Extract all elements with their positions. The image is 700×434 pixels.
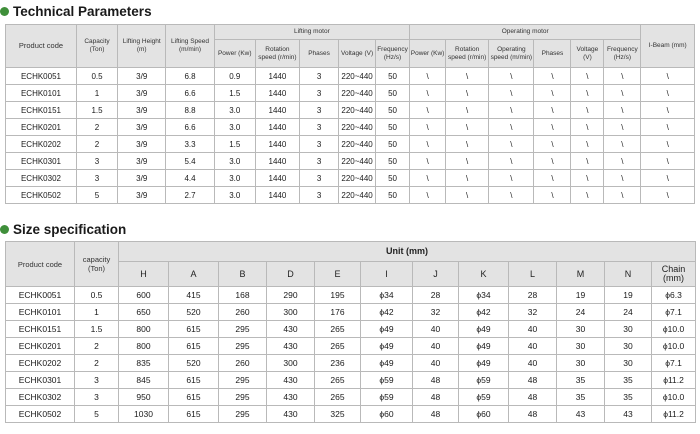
table-cell: 3.0 [214, 153, 255, 170]
table-cell: ϕ6.3 [652, 287, 696, 304]
size-header-capacity: capacity (Ton) [75, 242, 119, 287]
table-cell: 430 [267, 406, 315, 423]
table-cell: 3/9 [118, 153, 166, 170]
table-cell: \ [534, 102, 571, 119]
table-cell: 3.0 [214, 187, 255, 204]
product-code-cell: ECHK0051 [6, 68, 77, 85]
table-cell: 220~440 [339, 136, 376, 153]
table-cell: 1440 [255, 102, 299, 119]
table-row [6, 389, 696, 406]
table-row [6, 355, 696, 372]
table-row [6, 406, 696, 423]
table-cell: 236 [315, 355, 361, 372]
header-op-voltage: Voltage (V) [571, 40, 604, 68]
size-header-l: L [509, 262, 557, 287]
table-cell: \ [489, 170, 534, 187]
table-row [6, 304, 696, 321]
table-cell: 30 [605, 338, 652, 355]
table-cell: \ [571, 85, 604, 102]
table-cell: ϕ49 [459, 338, 509, 355]
table-cell: \ [446, 170, 489, 187]
table-cell: 50 [376, 85, 410, 102]
table-cell: 430 [267, 389, 315, 406]
header-lifting-speed: Lifting Speed (m/min) [166, 25, 214, 68]
table-cell: 800 [119, 321, 169, 338]
table-cell: 520 [169, 355, 219, 372]
product-code-cell: ECHK0202 [6, 136, 77, 153]
technical-parameters-table [5, 24, 695, 204]
table-cell: \ [641, 153, 695, 170]
header-op-frequency: Frequency (Hz/s) [604, 40, 641, 68]
technical-table-body [6, 68, 695, 204]
table-cell: \ [571, 187, 604, 204]
table-cell: 220~440 [339, 187, 376, 204]
size-specification-table [5, 241, 696, 423]
table-cell: 4.4 [166, 170, 214, 187]
table-cell: 3/9 [118, 170, 166, 187]
table-cell: ϕ49 [361, 321, 413, 338]
table-cell: 3.0 [214, 170, 255, 187]
table-cell: ϕ49 [459, 321, 509, 338]
table-cell: \ [604, 85, 641, 102]
table-cell: 40 [509, 321, 557, 338]
table-cell: 48 [413, 372, 459, 389]
table-cell: \ [410, 187, 446, 204]
table-cell: ϕ11.2 [652, 406, 696, 423]
table-row [6, 119, 695, 136]
table-cell: \ [446, 153, 489, 170]
table-cell: 28 [413, 287, 459, 304]
table-cell: 615 [169, 389, 219, 406]
table-cell: 845 [119, 372, 169, 389]
table-cell: 30 [605, 321, 652, 338]
table-cell: ϕ60 [361, 406, 413, 423]
size-header-m: M [557, 262, 605, 287]
table-cell: 3 [300, 85, 339, 102]
table-cell: 48 [509, 389, 557, 406]
table-row [6, 287, 696, 304]
table-cell: 3 [76, 153, 117, 170]
table-cell: 3 [300, 170, 339, 187]
table-cell: 265 [315, 321, 361, 338]
table-cell: 32 [413, 304, 459, 321]
table-cell: 1440 [255, 170, 299, 187]
table-cell: 415 [169, 287, 219, 304]
table-cell: 265 [315, 372, 361, 389]
table-cell: ϕ42 [459, 304, 509, 321]
table-cell: \ [641, 136, 695, 153]
table-cell: \ [641, 170, 695, 187]
header-frequency: Frequency (Hz/s) [376, 40, 410, 68]
header-group-operating-motor: Operating motor [410, 25, 641, 40]
size-header-h: H [119, 262, 169, 287]
table-cell: \ [446, 136, 489, 153]
table-cell: 1 [76, 85, 117, 102]
table-cell: 260 [219, 304, 267, 321]
table-cell: 3 [300, 68, 339, 85]
table-cell: 30 [557, 321, 605, 338]
product-code-cell: ECHK0302 [6, 389, 75, 406]
table-cell: ϕ11.2 [652, 372, 696, 389]
product-code-cell: ECHK0101 [6, 304, 75, 321]
table-cell: 28 [509, 287, 557, 304]
table-cell: 19 [605, 287, 652, 304]
product-code-cell: ECHK0202 [6, 355, 75, 372]
technical-parameters-title: Technical Parameters [13, 3, 152, 19]
table-cell: 176 [315, 304, 361, 321]
product-code-cell: ECHK0151 [6, 102, 77, 119]
product-code-cell: ECHK0302 [6, 170, 77, 187]
header-group-lifting-motor: Lifting motor [214, 25, 409, 40]
table-cell: ϕ59 [459, 389, 509, 406]
table-cell: \ [489, 153, 534, 170]
table-cell: \ [489, 85, 534, 102]
table-cell: 1440 [255, 68, 299, 85]
table-cell: 0.5 [76, 68, 117, 85]
table-cell: \ [641, 119, 695, 136]
table-cell: 220~440 [339, 153, 376, 170]
table-cell: 5.4 [166, 153, 214, 170]
table-cell: 6.6 [166, 119, 214, 136]
table-cell: 19 [557, 287, 605, 304]
table-cell: 1.5 [76, 102, 117, 119]
table-cell: 3.3 [166, 136, 214, 153]
size-header-n: N [605, 262, 652, 287]
table-cell: \ [410, 119, 446, 136]
table-cell: ϕ34 [361, 287, 413, 304]
size-header-j: J [413, 262, 459, 287]
table-cell: 220~440 [339, 119, 376, 136]
table-cell: 3/9 [118, 68, 166, 85]
table-cell: 265 [315, 389, 361, 406]
table-cell: \ [534, 85, 571, 102]
table-cell: 3 [300, 187, 339, 204]
product-code-cell: ECHK0301 [6, 372, 75, 389]
table-cell: ϕ10.0 [652, 321, 696, 338]
size-header-b: B [219, 262, 267, 287]
table-cell: 3 [300, 102, 339, 119]
table-cell: \ [571, 102, 604, 119]
table-cell: \ [534, 153, 571, 170]
table-cell: 650 [119, 304, 169, 321]
table-cell: 43 [557, 406, 605, 423]
table-cell: 2 [75, 355, 119, 372]
table-cell: 30 [557, 355, 605, 372]
table-cell: 50 [376, 68, 410, 85]
table-cell: 35 [557, 389, 605, 406]
table-cell: 2 [76, 119, 117, 136]
size-header-a: A [169, 262, 219, 287]
table-cell: 3 [300, 136, 339, 153]
table-row [6, 136, 695, 153]
table-cell: 615 [169, 321, 219, 338]
table-cell: \ [571, 136, 604, 153]
table-cell: ϕ7.1 [652, 355, 696, 372]
table-cell: 325 [315, 406, 361, 423]
table-cell: 40 [509, 355, 557, 372]
table-cell: 5 [76, 187, 117, 204]
table-cell: 3 [76, 170, 117, 187]
table-cell: ϕ49 [361, 338, 413, 355]
table-cell: 195 [315, 287, 361, 304]
table-cell: \ [489, 187, 534, 204]
table-cell: 2 [76, 136, 117, 153]
table-cell: ϕ34 [459, 287, 509, 304]
table-cell: \ [446, 187, 489, 204]
table-cell: \ [410, 136, 446, 153]
table-cell: 300 [267, 304, 315, 321]
table-cell: \ [641, 85, 695, 102]
table-cell: 6.8 [166, 68, 214, 85]
size-specification-heading [0, 219, 126, 239]
table-cell: 50 [376, 170, 410, 187]
table-cell: 2 [75, 338, 119, 355]
table-cell: 30 [605, 355, 652, 372]
size-header-i: I [361, 262, 413, 287]
table-cell: 35 [557, 372, 605, 389]
table-cell: \ [410, 85, 446, 102]
table-cell: \ [489, 102, 534, 119]
table-cell: 430 [267, 372, 315, 389]
table-cell: 30 [557, 338, 605, 355]
table-cell: \ [446, 85, 489, 102]
table-cell: ϕ42 [361, 304, 413, 321]
table-row [6, 153, 695, 170]
table-cell: 615 [169, 406, 219, 423]
table-cell: \ [534, 68, 571, 85]
table-cell: ϕ49 [459, 355, 509, 372]
product-code-cell: ECHK0201 [6, 338, 75, 355]
table-cell: 220~440 [339, 102, 376, 119]
header-capacity: Capacity (Ton) [76, 25, 117, 68]
product-code-cell: ECHK0151 [6, 321, 75, 338]
table-cell: 290 [267, 287, 315, 304]
table-cell: 3/9 [118, 102, 166, 119]
table-cell: 2.7 [166, 187, 214, 204]
table-cell: 50 [376, 187, 410, 204]
table-cell: ϕ10.0 [652, 338, 696, 355]
table-cell: \ [446, 102, 489, 119]
product-code-cell: ECHK0101 [6, 85, 77, 102]
size-header-d: D [267, 262, 315, 287]
product-code-cell: ECHK0502 [6, 187, 77, 204]
table-cell: 48 [413, 406, 459, 423]
technical-parameters-heading [0, 1, 152, 21]
product-code-cell: ECHK0051 [6, 287, 75, 304]
table-cell: \ [604, 119, 641, 136]
table-cell: 835 [119, 355, 169, 372]
table-cell: 3.0 [214, 102, 255, 119]
table-cell: \ [489, 68, 534, 85]
bullet-dot-icon [0, 7, 9, 16]
table-row [6, 338, 696, 355]
table-cell: ϕ59 [361, 389, 413, 406]
table-cell: 3 [300, 119, 339, 136]
table-cell: 265 [315, 338, 361, 355]
table-cell: \ [641, 102, 695, 119]
table-cell: 1 [75, 304, 119, 321]
table-cell: ϕ59 [459, 372, 509, 389]
header-phases: Phases [300, 40, 339, 68]
size-specification-title: Size specification [13, 221, 127, 237]
table-cell: \ [571, 153, 604, 170]
size-header-unit: Unit (mm) [119, 242, 696, 262]
table-cell: 168 [219, 287, 267, 304]
table-row [6, 170, 695, 187]
table-cell: 295 [219, 321, 267, 338]
table-cell: 5 [75, 406, 119, 423]
header-product-code: Product code [6, 25, 77, 68]
table-cell: ϕ49 [361, 355, 413, 372]
product-code-cell: ECHK0301 [6, 153, 77, 170]
table-cell: 3/9 [118, 85, 166, 102]
table-cell: 0.9 [214, 68, 255, 85]
table-cell: \ [604, 187, 641, 204]
table-cell: \ [410, 68, 446, 85]
table-cell: \ [604, 68, 641, 85]
size-header-product-code: Product code [6, 242, 75, 287]
table-cell: 1440 [255, 153, 299, 170]
bullet-dot-icon [0, 225, 9, 234]
table-cell: 295 [219, 338, 267, 355]
table-row [6, 321, 696, 338]
table-cell: 295 [219, 389, 267, 406]
table-cell: 615 [169, 372, 219, 389]
header-ibeam: I-Beam (mm) [641, 25, 695, 68]
header-power: Power (Kw) [214, 40, 255, 68]
table-cell: 50 [376, 136, 410, 153]
table-cell: ϕ59 [361, 372, 413, 389]
table-row [6, 187, 695, 204]
table-cell: \ [410, 102, 446, 119]
table-cell: 3 [75, 389, 119, 406]
header-voltage: Voltage (V) [339, 40, 376, 68]
table-cell: \ [410, 170, 446, 187]
table-cell: 1440 [255, 119, 299, 136]
product-code-cell: ECHK0201 [6, 119, 77, 136]
table-cell: 40 [413, 321, 459, 338]
table-cell: 40 [413, 338, 459, 355]
table-cell: 48 [509, 406, 557, 423]
table-cell: 24 [557, 304, 605, 321]
table-cell: 295 [219, 372, 267, 389]
table-cell: 600 [119, 287, 169, 304]
table-cell: 520 [169, 304, 219, 321]
table-cell: 1440 [255, 136, 299, 153]
table-cell: 260 [219, 355, 267, 372]
size-table-body [6, 287, 696, 423]
table-cell: 0.5 [75, 287, 119, 304]
table-cell: 48 [413, 389, 459, 406]
table-cell: 3/9 [118, 187, 166, 204]
size-header-e: E [315, 262, 361, 287]
table-cell: \ [571, 68, 604, 85]
table-cell: 40 [509, 338, 557, 355]
table-cell: \ [489, 119, 534, 136]
table-cell: 615 [169, 338, 219, 355]
header-op-phases: Phases [534, 40, 571, 68]
table-cell: 50 [376, 102, 410, 119]
table-cell: 6.6 [166, 85, 214, 102]
table-cell: 1440 [255, 187, 299, 204]
product-code-cell: ECHK0502 [6, 406, 75, 423]
table-cell: \ [446, 68, 489, 85]
table-cell: 430 [267, 321, 315, 338]
table-cell: \ [604, 153, 641, 170]
table-cell: 32 [509, 304, 557, 321]
table-cell: 3/9 [118, 136, 166, 153]
table-cell: 3/9 [118, 119, 166, 136]
header-op-power: Power (Kw) [410, 40, 446, 68]
table-cell: ϕ7.1 [652, 304, 696, 321]
header-op-operating-speed: Operating speed (m/min) [489, 40, 534, 68]
table-cell: 50 [376, 119, 410, 136]
table-cell: 1030 [119, 406, 169, 423]
header-op-rotation-speed: Rotation speed (r/min) [446, 40, 489, 68]
table-cell: 43 [605, 406, 652, 423]
table-cell: 220~440 [339, 170, 376, 187]
table-cell: \ [534, 187, 571, 204]
table-row [6, 102, 695, 119]
table-cell: 35 [605, 372, 652, 389]
table-cell: 300 [267, 355, 315, 372]
table-cell: 8.8 [166, 102, 214, 119]
table-cell: 3 [75, 372, 119, 389]
table-cell: \ [604, 170, 641, 187]
table-cell: 40 [413, 355, 459, 372]
table-cell: 35 [605, 389, 652, 406]
table-cell: 1440 [255, 85, 299, 102]
table-cell: \ [534, 119, 571, 136]
table-cell: 3.0 [214, 119, 255, 136]
table-cell: \ [534, 170, 571, 187]
size-header-chain: Chain (mm) [652, 262, 696, 287]
table-cell: 1.5 [214, 136, 255, 153]
table-cell: 3 [300, 153, 339, 170]
table-cell: 1.5 [214, 85, 255, 102]
table-cell: \ [446, 119, 489, 136]
header-lifting-height: Lifting Height (m) [118, 25, 166, 68]
table-cell: \ [571, 119, 604, 136]
table-cell: \ [571, 170, 604, 187]
table-cell: 295 [219, 406, 267, 423]
table-cell: \ [534, 136, 571, 153]
table-cell: 24 [605, 304, 652, 321]
table-cell: \ [641, 187, 695, 204]
table-cell: ϕ60 [459, 406, 509, 423]
table-cell: \ [641, 68, 695, 85]
table-cell: 48 [509, 372, 557, 389]
table-cell: 220~440 [339, 68, 376, 85]
table-row [6, 68, 695, 85]
table-cell: ϕ10.0 [652, 389, 696, 406]
table-cell: 430 [267, 338, 315, 355]
size-header-k: K [459, 262, 509, 287]
table-row [6, 85, 695, 102]
table-cell: \ [410, 153, 446, 170]
header-rotation-speed: Rotation speed (r/min) [255, 40, 299, 68]
table-cell: \ [489, 136, 534, 153]
table-cell: 1.5 [75, 321, 119, 338]
table-cell: \ [604, 136, 641, 153]
table-cell: 220~440 [339, 85, 376, 102]
table-cell: 50 [376, 153, 410, 170]
table-cell: \ [604, 102, 641, 119]
table-cell: 950 [119, 389, 169, 406]
table-row [6, 372, 696, 389]
table-cell: 800 [119, 338, 169, 355]
